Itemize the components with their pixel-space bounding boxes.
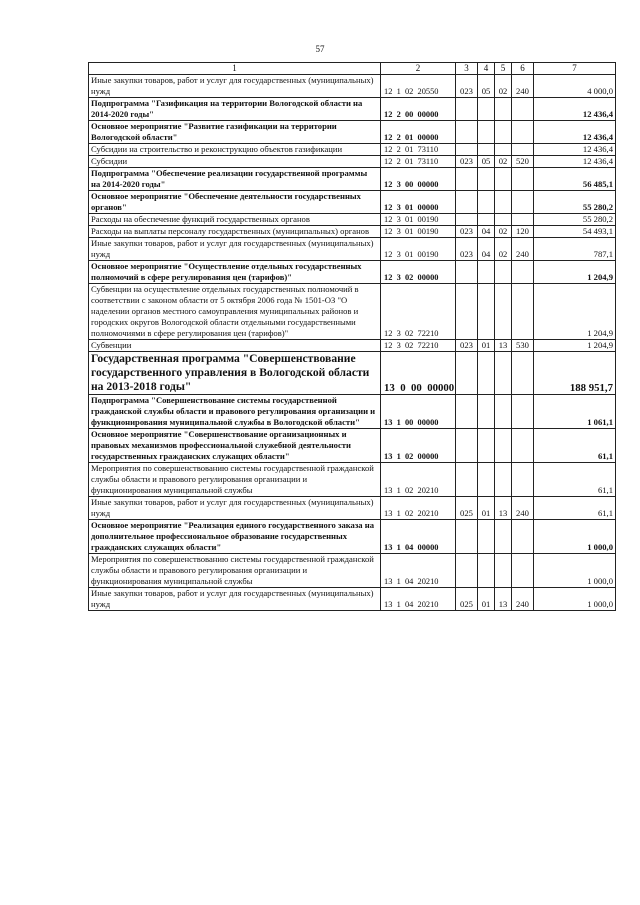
row-name: Расходы на обеспечение функций государственных органов — [89, 214, 381, 226]
table-header-row — [89, 63, 616, 75]
row-col3 — [456, 98, 478, 121]
row-code: 13 1 00 00000 — [381, 395, 456, 429]
row-col5: 13 — [495, 588, 512, 611]
row-amount: 1 000,0 — [534, 588, 616, 611]
row-code: 13 1 04 20210 — [381, 588, 456, 611]
row-name: Иные закупки товаров, работ и услуг для государственных (муниципальных) нужд — [89, 75, 381, 98]
row-name: Основное мероприятие "Совершенствование организационных и правовых механизмов профессиональной служебной деятельности государственных гражданских служащих области" — [89, 429, 381, 463]
row-name: Подпрограмма "Обеспечение реализации государственной программы на 2014-2020 годы" — [89, 168, 381, 191]
row-col5 — [495, 429, 512, 463]
row-amount: 1 000,0 — [534, 554, 616, 588]
table-row — [89, 340, 616, 352]
row-col5: 13 — [495, 497, 512, 520]
table-row — [89, 168, 616, 191]
row-col4: 04 — [478, 226, 495, 238]
row-col4 — [478, 191, 495, 214]
row-amount: 1 000,0 — [534, 520, 616, 554]
row-amount: 56 485,1 — [534, 168, 616, 191]
row-amount: 12 436,4 — [534, 98, 616, 121]
row-col6 — [512, 98, 534, 121]
row-col3 — [456, 395, 478, 429]
table-row — [89, 75, 616, 98]
row-col6 — [512, 214, 534, 226]
row-col5 — [495, 144, 512, 156]
row-col5: 02 — [495, 75, 512, 98]
row-name: Мероприятия по совершенствованию системы государственной гражданской службы области и правового регулирования организации и функционирования муниципальной службы — [89, 554, 381, 588]
row-col4: 01 — [478, 588, 495, 611]
row-amount: 61,1 — [534, 497, 616, 520]
row-code: 12 3 01 00190 — [381, 214, 456, 226]
row-code: 12 3 00 00000 — [381, 168, 456, 191]
row-name: Подпрограмма "Совершенствование системы государственной гражданской службы области и правового регулирования организации и функционирования муниципальной службы в Вологодской области" — [89, 395, 381, 429]
column-header: 2 — [381, 63, 456, 75]
row-col5 — [495, 520, 512, 554]
row-amount: 1 204,9 — [534, 261, 616, 284]
row-col4 — [478, 429, 495, 463]
table-row — [89, 144, 616, 156]
row-col5 — [495, 395, 512, 429]
row-col5 — [495, 261, 512, 284]
row-col5 — [495, 352, 512, 395]
row-col5 — [495, 121, 512, 144]
row-name: Государственная программа "Совершенствование государственного управления в Вологодской области на 2013-2018 годы" — [89, 352, 381, 395]
row-col4: 04 — [478, 238, 495, 261]
table-row — [89, 261, 616, 284]
row-col6: 530 — [512, 340, 534, 352]
row-col3 — [456, 520, 478, 554]
row-col4 — [478, 284, 495, 340]
table-row — [89, 191, 616, 214]
row-col4: 01 — [478, 497, 495, 520]
row-amount: 54 493,1 — [534, 226, 616, 238]
row-code: 13 1 02 00000 — [381, 429, 456, 463]
row-code: 13 1 04 20210 — [381, 554, 456, 588]
row-col3: 023 — [456, 340, 478, 352]
row-col4 — [478, 261, 495, 284]
row-col6: 240 — [512, 75, 534, 98]
row-col5 — [495, 214, 512, 226]
row-col4 — [478, 352, 495, 395]
row-amount: 12 436,4 — [534, 156, 616, 168]
table-row — [89, 214, 616, 226]
row-col3 — [456, 261, 478, 284]
row-name: Субвенции на осуществление отдельных государственных полномочий в соответствии с законом области от 5 октября 2006 года № 1501-ОЗ "О наделении органов местного самоуправления муниципальных районов и городских округов Вологодской области отдельными государственными полномочиями в сфере регулирования цен (тарифов)" — [89, 284, 381, 340]
row-col3: 023 — [456, 75, 478, 98]
row-name: Мероприятия по совершенствованию системы государственной гражданской службы области и правового регулирования организации и функционирования муниципальной службы — [89, 463, 381, 497]
table-row — [89, 588, 616, 611]
row-code: 12 2 01 73110 — [381, 144, 456, 156]
row-code: 12 2 01 00000 — [381, 121, 456, 144]
row-name: Субсидии на строительство и реконструкцию объектов газификации — [89, 144, 381, 156]
budget-table — [88, 62, 616, 611]
row-code: 12 3 02 72210 — [381, 340, 456, 352]
row-col5 — [495, 168, 512, 191]
row-col3 — [456, 121, 478, 144]
row-col6 — [512, 168, 534, 191]
table-row — [89, 121, 616, 144]
row-col6: 240 — [512, 497, 534, 520]
row-col5 — [495, 191, 512, 214]
row-code: 13 1 02 20210 — [381, 497, 456, 520]
row-amount: 61,1 — [534, 463, 616, 497]
table-row — [89, 429, 616, 463]
row-col6: 240 — [512, 238, 534, 261]
row-col3 — [456, 284, 478, 340]
row-col3 — [456, 168, 478, 191]
row-col3 — [456, 191, 478, 214]
row-name: Подпрограмма "Газификация на территории Вологодской области на 2014-2020 годы" — [89, 98, 381, 121]
row-name: Основное мероприятие "Осуществление отдельных государственных полномочий в сфере регулирования цен (тарифов)" — [89, 261, 381, 284]
row-col4: 01 — [478, 340, 495, 352]
row-col6: 520 — [512, 156, 534, 168]
column-header: 6 — [512, 63, 534, 75]
row-col3: 023 — [456, 226, 478, 238]
row-col4 — [478, 98, 495, 121]
row-amount: 787,1 — [534, 238, 616, 261]
row-col6 — [512, 429, 534, 463]
row-col5: 13 — [495, 340, 512, 352]
row-amount: 1 204,9 — [534, 284, 616, 340]
row-col4 — [478, 214, 495, 226]
row-code: 13 1 02 20210 — [381, 463, 456, 497]
row-col6 — [512, 395, 534, 429]
row-col6 — [512, 261, 534, 284]
row-col3: 025 — [456, 588, 478, 611]
row-name: Субсидии — [89, 156, 381, 168]
row-col3 — [456, 144, 478, 156]
table-row — [89, 156, 616, 168]
row-col3 — [456, 463, 478, 497]
row-col5: 02 — [495, 226, 512, 238]
table-row — [89, 497, 616, 520]
column-header: 1 — [89, 63, 381, 75]
row-col6 — [512, 463, 534, 497]
row-code: 12 2 01 73110 — [381, 156, 456, 168]
row-code: 12 3 01 00000 — [381, 191, 456, 214]
row-col6 — [512, 284, 534, 340]
row-col6 — [512, 352, 534, 395]
table-row — [89, 395, 616, 429]
row-col6 — [512, 121, 534, 144]
column-header: 7 — [534, 63, 616, 75]
row-amount: 4 000,0 — [534, 75, 616, 98]
row-col3: 025 — [456, 497, 478, 520]
row-code: 12 3 01 00190 — [381, 238, 456, 261]
table-row — [89, 352, 616, 395]
row-code: 12 3 01 00190 — [381, 226, 456, 238]
row-code: 13 0 00 00000 — [381, 352, 456, 395]
row-col4 — [478, 554, 495, 588]
row-name: Основное мероприятие "Обеспечение деятельности государственных органов" — [89, 191, 381, 214]
row-col4 — [478, 144, 495, 156]
row-col5: 02 — [495, 156, 512, 168]
column-header: 4 — [478, 63, 495, 75]
row-col4 — [478, 520, 495, 554]
page-number: 57 — [315, 44, 325, 54]
row-col4 — [478, 395, 495, 429]
row-code: 12 2 00 00000 — [381, 98, 456, 121]
table-row — [89, 98, 616, 121]
table-row — [89, 520, 616, 554]
row-col3 — [456, 214, 478, 226]
row-col3 — [456, 554, 478, 588]
table-row — [89, 463, 616, 497]
row-amount: 12 436,4 — [534, 121, 616, 144]
column-header: 5 — [495, 63, 512, 75]
row-col6: 120 — [512, 226, 534, 238]
row-col3: 023 — [456, 238, 478, 261]
row-col4 — [478, 463, 495, 497]
row-name: Иные закупки товаров, работ и услуг для государственных (муниципальных) нужд — [89, 497, 381, 520]
row-code: 12 3 02 72210 — [381, 284, 456, 340]
row-col5 — [495, 463, 512, 497]
row-col4 — [478, 168, 495, 191]
row-code: 12 3 02 00000 — [381, 261, 456, 284]
table-row — [89, 238, 616, 261]
row-col4 — [478, 121, 495, 144]
row-col6 — [512, 144, 534, 156]
row-col6 — [512, 520, 534, 554]
row-col5 — [495, 554, 512, 588]
row-col3 — [456, 352, 478, 395]
table-row — [89, 284, 616, 340]
row-amount: 188 951,7 — [534, 352, 616, 395]
row-code: 13 1 04 00000 — [381, 520, 456, 554]
row-col3 — [456, 429, 478, 463]
row-amount: 12 436,4 — [534, 144, 616, 156]
row-col6 — [512, 554, 534, 588]
row-col6 — [512, 191, 534, 214]
row-code: 12 1 02 20550 — [381, 75, 456, 98]
row-name: Субвенции — [89, 340, 381, 352]
column-header: 3 — [456, 63, 478, 75]
row-amount: 55 280,2 — [534, 191, 616, 214]
row-col5 — [495, 98, 512, 121]
row-name: Иные закупки товаров, работ и услуг для государственных (муниципальных) нужд — [89, 588, 381, 611]
row-name: Основное мероприятие "Развитие газификации на территории Вологодской области" — [89, 121, 381, 144]
row-col5 — [495, 284, 512, 340]
row-name: Иные закупки товаров, работ и услуг для государственных (муниципальных) нужд — [89, 238, 381, 261]
row-name: Расходы на выплаты персоналу государственных (муниципальных) органов — [89, 226, 381, 238]
row-amount: 1 204,9 — [534, 340, 616, 352]
table-row — [89, 226, 616, 238]
row-amount: 61,1 — [534, 429, 616, 463]
row-name: Основное мероприятие "Реализация единого государственного заказа на дополнительное профессиональное образование государственных гражданских служащих области" — [89, 520, 381, 554]
row-col4: 05 — [478, 156, 495, 168]
row-col6: 240 — [512, 588, 534, 611]
table-row — [89, 554, 616, 588]
row-amount: 1 061,1 — [534, 395, 616, 429]
row-col5: 02 — [495, 238, 512, 261]
row-col4: 05 — [478, 75, 495, 98]
row-col3: 023 — [456, 156, 478, 168]
row-amount: 55 280,2 — [534, 214, 616, 226]
